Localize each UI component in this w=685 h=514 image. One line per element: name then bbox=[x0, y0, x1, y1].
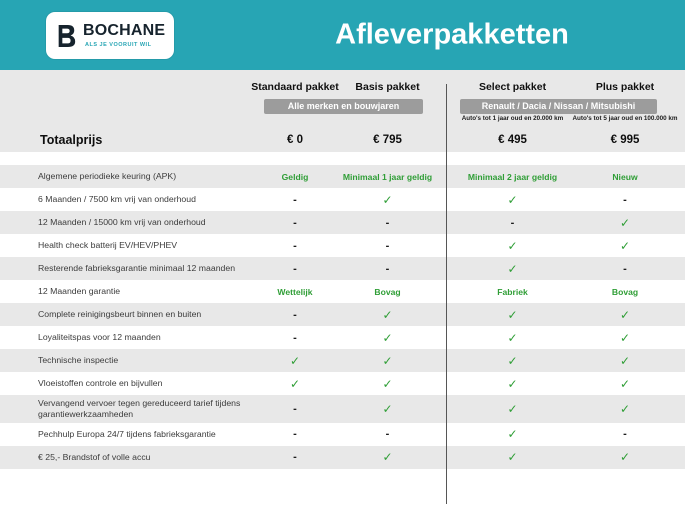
value-plus-pakket: - bbox=[623, 428, 627, 441]
bochane-b-icon bbox=[55, 23, 77, 49]
value-plus-pakket: ✓ bbox=[619, 353, 631, 368]
value-plus-pakket: ✓ bbox=[619, 376, 631, 391]
logo-name: BOCHANE bbox=[83, 22, 166, 39]
table-row bbox=[0, 211, 685, 234]
table-row bbox=[0, 446, 685, 469]
table-row bbox=[0, 326, 685, 349]
value-plus-pakket: Bovag bbox=[611, 286, 639, 297]
value-select-pakket: - bbox=[510, 216, 515, 229]
value-select-pakket: ✓ bbox=[507, 238, 518, 253]
value-standaard-pakket: - bbox=[293, 331, 297, 344]
value-standaard-pakket: - bbox=[293, 239, 297, 252]
header-bar bbox=[0, 0, 685, 70]
feature-label: Loyaliteitspas voor 12 maanden bbox=[38, 332, 161, 343]
feature-label: Complete reinigingsbeurt binnen en buiten bbox=[38, 309, 202, 320]
table-row bbox=[0, 165, 685, 188]
feature-label: Resterende fabrieksgarantie minimaal 12 maanden bbox=[38, 263, 236, 274]
brands-badge-left: Alle merken en bouwjaren bbox=[264, 99, 423, 114]
bochane-logo bbox=[46, 12, 174, 59]
select-pakket-note: Auto's tot 1 jaar oud en 20.000 km bbox=[461, 115, 564, 122]
value-basis-pakket: ✓ bbox=[382, 192, 393, 207]
value-select-pakket: Fabriek bbox=[497, 286, 528, 297]
price-standaard-pakket: € 0 bbox=[287, 133, 303, 146]
column-header-plus-pakket: Plus pakket bbox=[595, 81, 655, 93]
value-select-pakket: ✓ bbox=[507, 192, 518, 207]
value-plus-pakket: ✓ bbox=[619, 215, 631, 230]
value-standaard-pakket: ✓ bbox=[289, 353, 301, 368]
feature-label: Pechhulp Europa 24/7 tijdens fabrieksgarantie bbox=[38, 428, 216, 439]
table-row bbox=[0, 234, 685, 257]
table-row bbox=[0, 372, 685, 395]
value-select-pakket: ✓ bbox=[507, 307, 518, 322]
package-header-band bbox=[0, 70, 685, 152]
brand-badge-row bbox=[0, 97, 685, 115]
value-basis-pakket: - bbox=[385, 262, 390, 275]
value-select-pakket: ✓ bbox=[507, 450, 518, 465]
column-header-standaard-pakket: Standaard pakket bbox=[251, 81, 339, 93]
table-row bbox=[0, 423, 685, 446]
feature-label: 12 Maanden garantie bbox=[38, 286, 121, 297]
value-select-pakket: ✓ bbox=[507, 330, 518, 345]
value-basis-pakket: ✓ bbox=[382, 330, 393, 345]
price-select-pakket: € 495 bbox=[498, 133, 527, 146]
value-plus-pakket: ✓ bbox=[619, 450, 631, 465]
column-header-select-pakket: Select pakket bbox=[478, 81, 547, 93]
value-standaard-pakket: Geldig bbox=[281, 171, 309, 182]
column-header-basis-pakket: Basis pakket bbox=[355, 81, 420, 93]
feature-label: Vloeistoffen controle en bijvullen bbox=[38, 378, 163, 389]
value-select-pakket: ✓ bbox=[507, 376, 518, 391]
table-row bbox=[0, 395, 685, 423]
page-title: Afleverpakketten bbox=[335, 18, 569, 51]
value-standaard-pakket: - bbox=[293, 451, 297, 464]
feature-label: Technische inspectie bbox=[38, 355, 119, 366]
feature-label: € 25,- Brandstof of volle accu bbox=[38, 451, 151, 462]
value-standaard-pakket: - bbox=[293, 308, 297, 321]
value-plus-pakket: ✓ bbox=[619, 330, 631, 345]
feature-label: Vervangend vervoer tegen gereduceerd tarief tijdens garantiewerkzaamheden bbox=[38, 398, 241, 419]
price-plus-pakket: € 995 bbox=[610, 133, 640, 146]
value-basis-pakket: ✓ bbox=[382, 401, 393, 416]
features-table bbox=[0, 165, 685, 469]
value-standaard-pakket: - bbox=[293, 193, 297, 206]
value-basis-pakket: ✓ bbox=[382, 353, 393, 368]
table-row bbox=[0, 303, 685, 326]
table-row bbox=[0, 188, 685, 211]
value-standaard-pakket: - bbox=[293, 402, 297, 415]
value-basis-pakket: - bbox=[385, 216, 390, 229]
value-basis-pakket: Minimaal 1 jaar geldig bbox=[342, 171, 433, 182]
value-basis-pakket: - bbox=[385, 239, 390, 252]
value-plus-pakket: - bbox=[623, 193, 627, 206]
value-plus-pakket: Nieuw bbox=[612, 171, 638, 182]
value-standaard-pakket: - bbox=[293, 262, 297, 275]
table-row bbox=[0, 257, 685, 280]
value-standaard-pakket: - bbox=[293, 428, 297, 441]
value-plus-pakket: ✓ bbox=[619, 307, 631, 322]
feature-label: 6 Maanden / 7500 km vrij van onderhoud bbox=[38, 194, 196, 205]
value-select-pakket: ✓ bbox=[507, 427, 518, 442]
value-select-pakket: ✓ bbox=[507, 401, 518, 416]
value-plus-pakket: - bbox=[623, 262, 627, 275]
total-price-row bbox=[0, 127, 685, 152]
value-standaard-pakket: - bbox=[293, 216, 297, 229]
logo-tagline: ALS JE VOORUIT WIL bbox=[85, 42, 152, 48]
feature-label: Algemene periodieke keuring (APK) bbox=[38, 171, 177, 182]
value-select-pakket: ✓ bbox=[507, 261, 518, 276]
package-header-row bbox=[0, 77, 685, 97]
feature-label: Health check batterij EV/HEV/PHEV bbox=[38, 240, 178, 251]
brands-badge-right: Renault / Dacia / Nissan / Mitsubishi bbox=[460, 99, 657, 114]
value-standaard-pakket: ✓ bbox=[289, 376, 301, 391]
value-basis-pakket: ✓ bbox=[382, 450, 393, 465]
value-basis-pakket: ✓ bbox=[382, 376, 393, 391]
value-standaard-pakket: Wettelijk bbox=[277, 286, 313, 297]
value-basis-pakket: Bovag bbox=[374, 286, 401, 297]
total-price-label: Totaalprijs bbox=[40, 132, 103, 147]
value-select-pakket: Minimaal 2 jaar geldig bbox=[467, 171, 558, 182]
table-row bbox=[0, 349, 685, 372]
package-notes-row bbox=[0, 115, 685, 127]
plus-pakket-note: Auto's tot 5 jaar oud en 100.000 km bbox=[572, 115, 678, 122]
value-basis-pakket: ✓ bbox=[382, 307, 393, 322]
price-basis-pakket: € 795 bbox=[373, 133, 402, 146]
value-plus-pakket: ✓ bbox=[619, 401, 631, 416]
feature-label: 12 Maanden / 15000 km vrij van onderhoud bbox=[38, 217, 206, 228]
value-select-pakket: ✓ bbox=[507, 353, 518, 368]
value-basis-pakket: - bbox=[385, 428, 390, 441]
package-group-divider bbox=[446, 84, 447, 504]
table-row bbox=[0, 280, 685, 303]
value-plus-pakket: ✓ bbox=[619, 238, 631, 253]
